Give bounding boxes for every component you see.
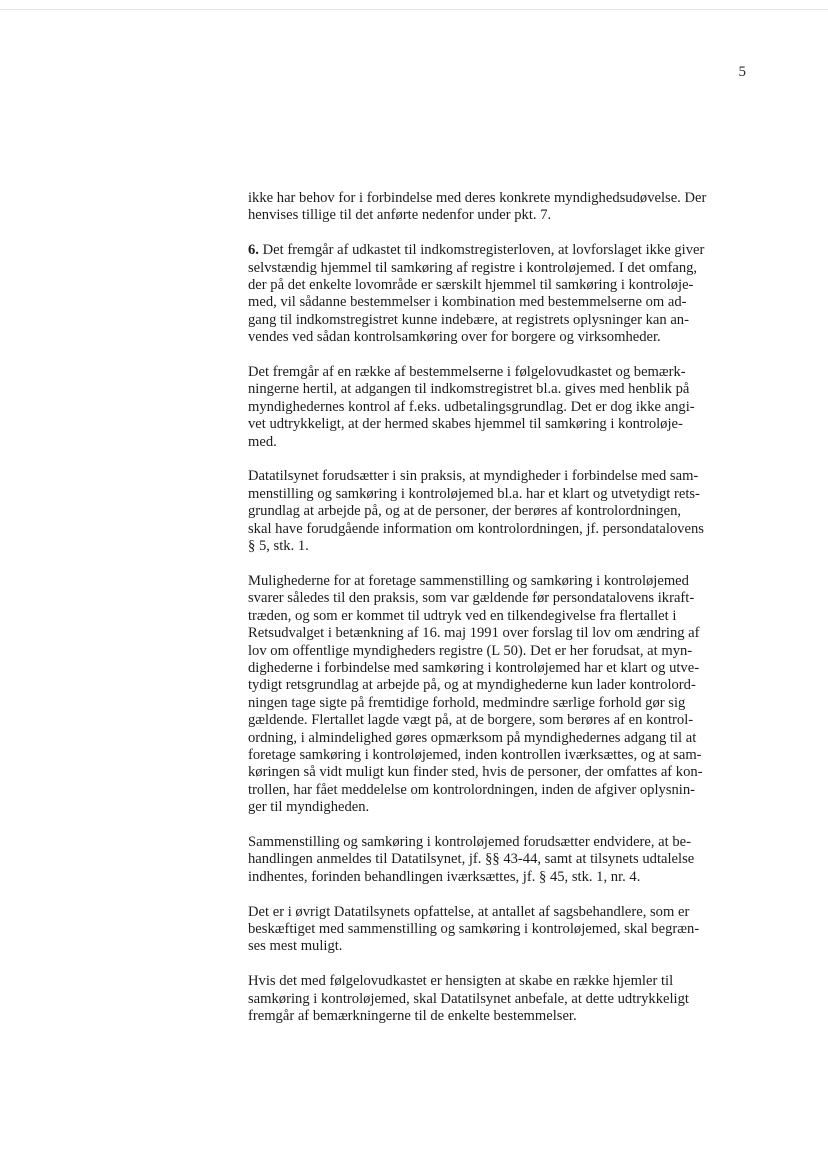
text-line: lov om offentlige myndigheders registre (L 50). Det er her forudsat, at myn-	[248, 642, 693, 659]
text-line-rest: Det fremgår af udkastet til indkomstregisterloven, at lovforslaget ikke giver	[258, 242, 705, 259]
paragraph-caseworkers	[248, 904, 742, 956]
text-line: gang til indkomstregistret kunne indebære, at registrets oplysninger kan an-	[248, 311, 689, 328]
paragraph-section-6	[248, 242, 742, 346]
text-line: vendes ved sådan kontrolsamkøring over for borgere og virksomheder.	[248, 329, 661, 346]
text-line: ningen tage sigte på fremtidige forhold, medmindre særlige forhold gør sig	[248, 694, 686, 711]
text-line: samkøring i kontroløjemed, skal Datatilsynet anbefale, at dette udtrykkeligt	[248, 990, 689, 1007]
text-line: med, vil sådanne bestemmelser i kombination med bestemmelserne om ad-	[248, 294, 687, 311]
text-line: menstilling og samkøring i kontroløjemed bl.a. har et klart og utvetydigt rets-	[248, 485, 700, 502]
text-line: gældende. Flertallet lagde vægt på, at de borgere, som berøres af en kontrol-	[248, 712, 694, 729]
text-line: foretage samkøring i kontroløjemed, inden kontrollen iværksættes, og at sam-	[248, 746, 702, 763]
text-line: Det fremgår af en række af bestemmelserne i følgelovudkastet og bemærk-	[248, 364, 686, 381]
text-line: Datatilsynet forudsætter i sin praksis, at myndigheder i forbindelse med sam-	[248, 468, 699, 485]
text-line	[248, 242, 742, 259]
text-line: dighederne i forbindelse med samkøring i kontroløjemed har et klart og utve-	[248, 659, 700, 676]
text-line: myndighedernes kontrol af f.eks. udbetalingsgrundlag. Det er dog ikke angi-	[248, 398, 695, 415]
section-number: 6.	[248, 242, 259, 259]
paragraph-possibilities	[248, 573, 742, 817]
text-line: grundlag at arbejde på, og at de personer, der berøres af kontrolordningen,	[248, 503, 682, 520]
text-line: Retsudvalget i betænkning af 16. maj 1991 over forslag til lov om ændring af	[248, 625, 700, 642]
page-number: 5	[738, 64, 746, 80]
paragraph-access-provisions	[248, 364, 742, 451]
text-line: handlingen anmeldes til Datatilsynet, jf. §§ 43-44, samt at tilsynets udtalelse	[248, 851, 695, 868]
text-line: ordning, i almindelighed gøres opmærksom på myndighedernes adgang til at	[248, 729, 697, 746]
text-line: Sammenstilling og samkøring i kontroløjemed forudsætter endvidere, at be-	[248, 833, 691, 850]
paragraph-datatilsynet-practice	[248, 468, 742, 555]
text-line: skal have forudgående information om kontrolordningen, jf. persondatalovens	[248, 520, 704, 537]
text-line: træden, og som er kommet til udtryk ved en tilkendegivelse fra flertallet i	[248, 607, 677, 624]
text-line: beskæftiget med sammenstilling og samkøring i kontroløjemed, skal begræn-	[248, 920, 700, 937]
text-line: Hvis det med følgelovudkastet er hensigten at skabe en række hjemler til	[248, 973, 674, 990]
document-body	[248, 190, 742, 1043]
paragraph-recommendation	[248, 973, 742, 1025]
text-line: køringen så vidt muligt kun finder sted, hvis de personer, der omfattes af kon-	[248, 764, 703, 781]
text-line: henvises tillige til det anførte nedenfor under pkt. 7.	[248, 207, 552, 224]
text-line: ningerne hertil, at adgangen til indkomstregistret bl.a. gives med henblik på	[248, 381, 690, 398]
text-line: ger til myndigheden.	[248, 799, 370, 816]
text-line: § 5, stk. 1.	[248, 538, 309, 555]
text-line: trollen, har fået meddelelse om kontrolordningen, inden de afgiver oplysnin-	[248, 781, 696, 798]
paragraph-continuation	[248, 190, 742, 225]
text-line: svarer således til den praksis, som var gældende før persondatalovens ikraft-	[248, 590, 695, 607]
text-line: vet udtrykkeligt, at der hermed skabes hjemmel til samkøring i kontroløje-	[248, 416, 683, 433]
text-line: med.	[248, 433, 277, 450]
text-line: Det er i øvrigt Datatilsynets opfattelse, at antallet af sagsbehandlere, som er	[248, 903, 690, 920]
text-line: indhentes, forinden behandlingen iværksættes, jf. § 45, stk. 1, nr. 4.	[248, 868, 641, 885]
text-line: selvstændig hjemmel til samkøring af registre i kontroløjemed. I det omfang,	[248, 259, 698, 276]
text-line: fremgår af bemærkningerne til de enkelte bestemmelser.	[248, 1007, 577, 1024]
text-line: der på det enkelte lovområde er særskilt hjemmel til samkøring i kontroløje-	[248, 277, 694, 294]
paragraph-notification	[248, 834, 742, 886]
text-line: ses mest muligt.	[248, 938, 343, 955]
text-line: tydigt retsgrundlag at arbejde på, og at myndighederne kun lader kontrolord-	[248, 677, 696, 694]
text-line: Mulighederne for at foretage sammenstilling og samkøring i kontroløjemed	[248, 572, 689, 589]
text-line: ikke har behov for i forbindelse med deres konkrete myndighedsudøvelse. Der	[248, 190, 707, 206]
scan-top-edge	[0, 9, 828, 10]
